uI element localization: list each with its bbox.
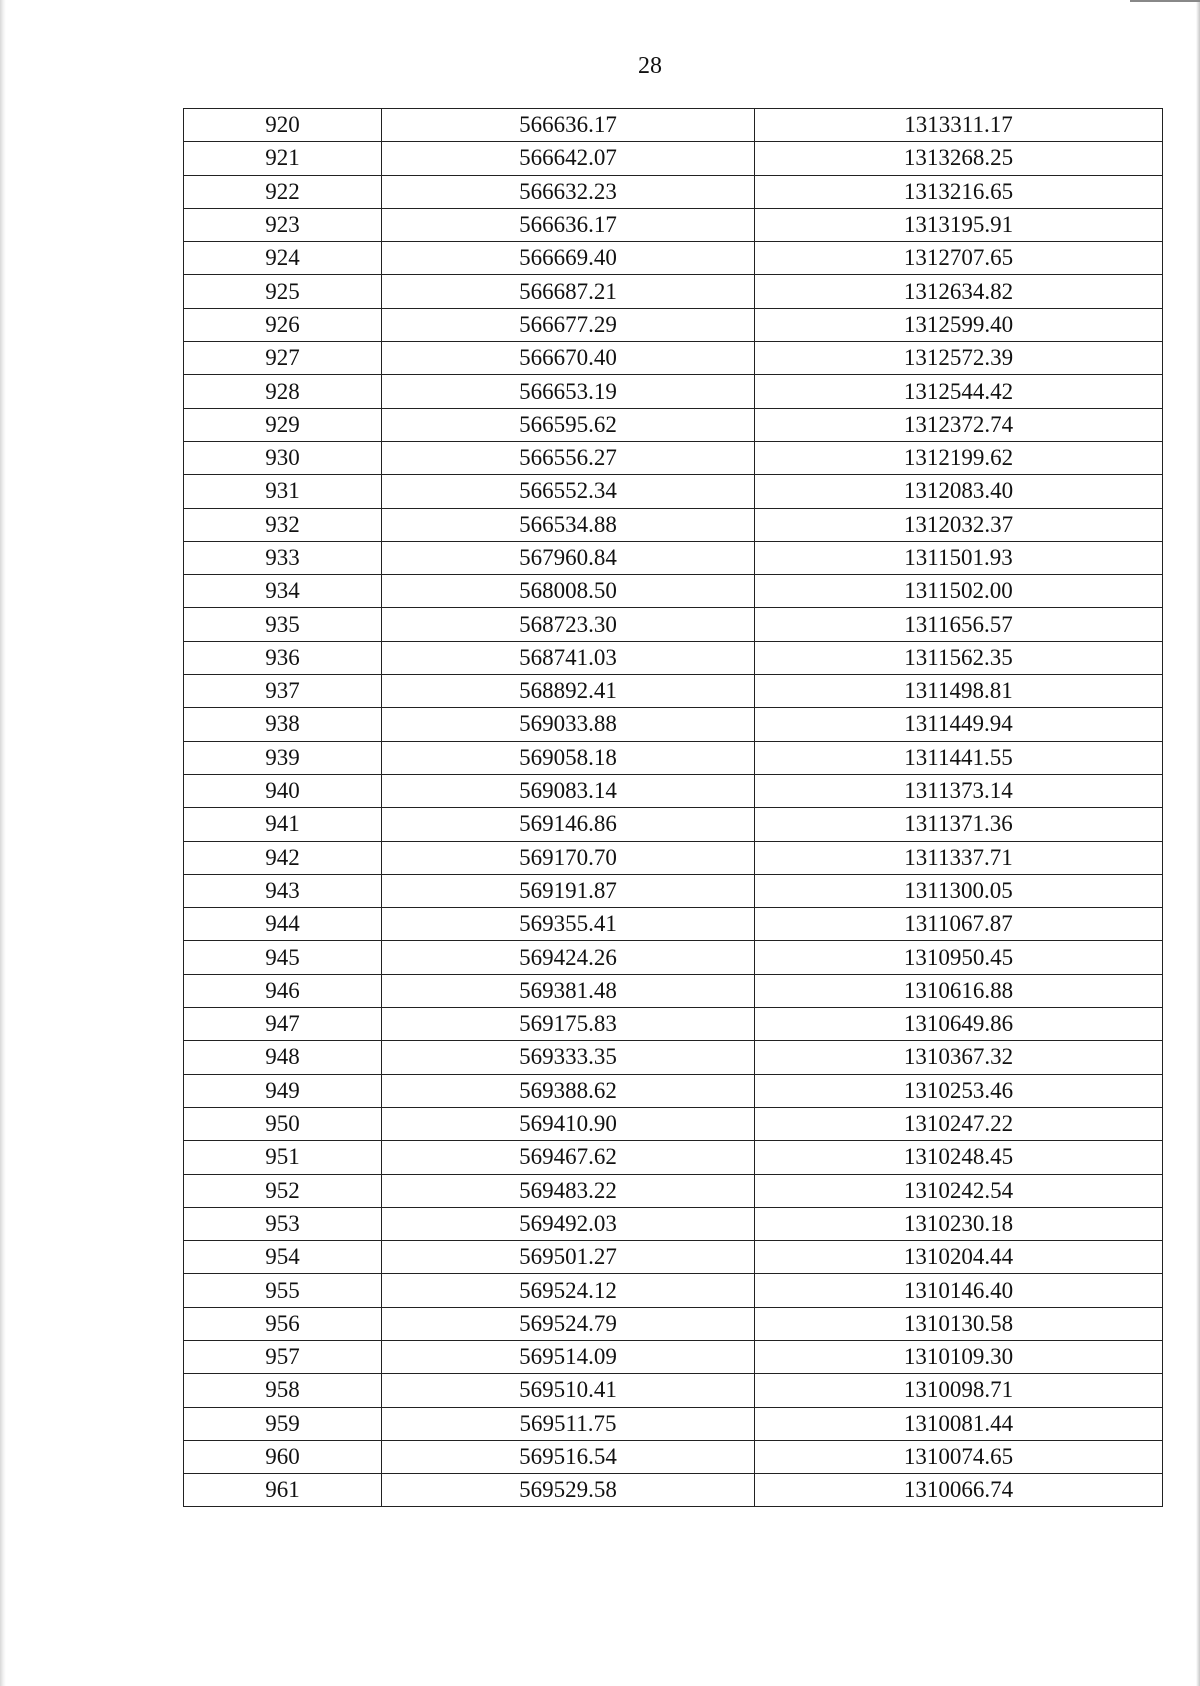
table-row — [184, 541, 1163, 574]
table-row — [184, 1407, 1163, 1440]
x-coordinate-cell: 568723.30 — [382, 608, 755, 641]
y-coordinate-cell: 1311501.93 — [755, 541, 1163, 574]
table-row — [184, 408, 1163, 441]
point-number-cell: 933 — [184, 541, 382, 574]
point-number-cell: 939 — [184, 741, 382, 774]
y-coordinate-cell: 1310649.86 — [755, 1008, 1163, 1041]
x-coordinate-cell: 566636.17 — [382, 208, 755, 241]
table-row — [184, 941, 1163, 974]
x-coordinate-cell: 566632.23 — [382, 175, 755, 208]
x-coordinate-cell: 566669.40 — [382, 242, 755, 275]
table-row — [184, 808, 1163, 841]
table-row — [184, 608, 1163, 641]
x-coordinate-cell: 568008.50 — [382, 575, 755, 608]
x-coordinate-cell: 566642.07 — [382, 142, 755, 175]
x-coordinate-cell: 569424.26 — [382, 941, 755, 974]
point-number-cell: 948 — [184, 1041, 382, 1074]
y-coordinate-cell: 1313268.25 — [755, 142, 1163, 175]
point-number-cell: 946 — [184, 974, 382, 1007]
table-row — [184, 242, 1163, 275]
table-row — [184, 1107, 1163, 1140]
point-number-cell: 929 — [184, 408, 382, 441]
y-coordinate-cell: 1310616.88 — [755, 974, 1163, 1007]
y-coordinate-cell: 1310109.30 — [755, 1340, 1163, 1373]
point-number-cell: 935 — [184, 608, 382, 641]
y-coordinate-cell: 1310367.32 — [755, 1041, 1163, 1074]
x-coordinate-cell: 566653.19 — [382, 375, 755, 408]
point-number-cell: 920 — [184, 109, 382, 142]
table-row — [184, 1008, 1163, 1041]
coordinates-table-body — [184, 109, 1163, 1507]
table-row — [184, 1074, 1163, 1107]
x-coordinate-cell: 566687.21 — [382, 275, 755, 308]
x-coordinate-cell: 568741.03 — [382, 641, 755, 674]
y-coordinate-cell: 1311373.14 — [755, 774, 1163, 807]
y-coordinate-cell: 1310130.58 — [755, 1307, 1163, 1340]
point-number-cell: 937 — [184, 675, 382, 708]
point-number-cell: 957 — [184, 1340, 382, 1373]
table-row — [184, 774, 1163, 807]
x-coordinate-cell: 569191.87 — [382, 874, 755, 907]
x-coordinate-cell: 569355.41 — [382, 908, 755, 941]
scan-right-edge — [1196, 0, 1200, 1686]
x-coordinate-cell: 569492.03 — [382, 1207, 755, 1240]
page-number: 28 — [638, 53, 662, 79]
y-coordinate-cell: 1312572.39 — [755, 342, 1163, 375]
x-coordinate-cell: 569524.79 — [382, 1307, 755, 1340]
x-coordinate-cell: 569170.70 — [382, 841, 755, 874]
y-coordinate-cell: 1310066.74 — [755, 1474, 1163, 1507]
point-number-cell: 954 — [184, 1241, 382, 1274]
y-coordinate-cell: 1312707.65 — [755, 242, 1163, 275]
table-row — [184, 375, 1163, 408]
table-row — [184, 1207, 1163, 1240]
x-coordinate-cell: 569388.62 — [382, 1074, 755, 1107]
x-coordinate-cell: 569175.83 — [382, 1008, 755, 1041]
table-row — [184, 675, 1163, 708]
table-row — [184, 708, 1163, 741]
table-row — [184, 308, 1163, 341]
y-coordinate-cell: 1311502.00 — [755, 575, 1163, 608]
point-number-cell: 923 — [184, 208, 382, 241]
table-row — [184, 974, 1163, 1007]
point-number-cell: 940 — [184, 774, 382, 807]
table-row — [184, 1041, 1163, 1074]
point-number-cell: 922 — [184, 175, 382, 208]
x-coordinate-cell: 569467.62 — [382, 1141, 755, 1174]
y-coordinate-cell: 1310242.54 — [755, 1174, 1163, 1207]
point-number-cell: 961 — [184, 1474, 382, 1507]
x-coordinate-cell: 569516.54 — [382, 1440, 755, 1473]
point-number-cell: 934 — [184, 575, 382, 608]
y-coordinate-cell: 1310146.40 — [755, 1274, 1163, 1307]
table-row — [184, 1141, 1163, 1174]
point-number-cell: 952 — [184, 1174, 382, 1207]
point-number-cell: 951 — [184, 1141, 382, 1174]
x-coordinate-cell: 569514.09 — [382, 1340, 755, 1373]
y-coordinate-cell: 1312199.62 — [755, 441, 1163, 474]
y-coordinate-cell: 1310098.71 — [755, 1374, 1163, 1407]
x-coordinate-cell: 566534.88 — [382, 508, 755, 541]
x-coordinate-cell: 566670.40 — [382, 342, 755, 375]
table-row — [184, 1241, 1163, 1274]
y-coordinate-cell: 1310253.46 — [755, 1074, 1163, 1107]
point-number-cell: 959 — [184, 1407, 382, 1440]
x-coordinate-cell: 569033.88 — [382, 708, 755, 741]
y-coordinate-cell: 1311441.55 — [755, 741, 1163, 774]
table-row — [184, 841, 1163, 874]
point-number-cell: 945 — [184, 941, 382, 974]
point-number-cell: 928 — [184, 375, 382, 408]
coordinates-table — [183, 108, 1163, 1507]
table-row — [184, 175, 1163, 208]
table-row — [184, 1340, 1163, 1373]
point-number-cell: 942 — [184, 841, 382, 874]
table-row — [184, 142, 1163, 175]
y-coordinate-cell: 1311562.35 — [755, 641, 1163, 674]
y-coordinate-cell: 1311067.87 — [755, 908, 1163, 941]
point-number-cell: 944 — [184, 908, 382, 941]
point-number-cell: 947 — [184, 1008, 382, 1041]
table-row — [184, 1374, 1163, 1407]
point-number-cell: 921 — [184, 142, 382, 175]
y-coordinate-cell: 1312032.37 — [755, 508, 1163, 541]
scan-top-rule — [1130, 0, 1200, 2]
point-number-cell: 943 — [184, 874, 382, 907]
table-row — [184, 441, 1163, 474]
y-coordinate-cell: 1313311.17 — [755, 109, 1163, 142]
table-row — [184, 1440, 1163, 1473]
x-coordinate-cell: 567960.84 — [382, 541, 755, 574]
x-coordinate-cell: 566677.29 — [382, 308, 755, 341]
point-number-cell: 925 — [184, 275, 382, 308]
point-number-cell: 924 — [184, 242, 382, 275]
scan-left-edge — [0, 0, 6, 1686]
table-row — [184, 208, 1163, 241]
y-coordinate-cell: 1310247.22 — [755, 1107, 1163, 1140]
y-coordinate-cell: 1310081.44 — [755, 1407, 1163, 1440]
point-number-cell: 932 — [184, 508, 382, 541]
y-coordinate-cell: 1313195.91 — [755, 208, 1163, 241]
table-row — [184, 575, 1163, 608]
y-coordinate-cell: 1311371.36 — [755, 808, 1163, 841]
y-coordinate-cell: 1312372.74 — [755, 408, 1163, 441]
y-coordinate-cell: 1311300.05 — [755, 874, 1163, 907]
x-coordinate-cell: 569529.58 — [382, 1474, 755, 1507]
table-row — [184, 1307, 1163, 1340]
x-coordinate-cell: 566552.34 — [382, 475, 755, 508]
y-coordinate-cell: 1312599.40 — [755, 308, 1163, 341]
point-number-cell: 931 — [184, 475, 382, 508]
y-coordinate-cell: 1311656.57 — [755, 608, 1163, 641]
point-number-cell: 936 — [184, 641, 382, 674]
point-number-cell: 955 — [184, 1274, 382, 1307]
x-coordinate-cell: 569510.41 — [382, 1374, 755, 1407]
x-coordinate-cell: 569511.75 — [382, 1407, 755, 1440]
x-coordinate-cell: 569083.14 — [382, 774, 755, 807]
point-number-cell: 956 — [184, 1307, 382, 1340]
y-coordinate-cell: 1312544.42 — [755, 375, 1163, 408]
table-row — [184, 908, 1163, 941]
point-number-cell: 941 — [184, 808, 382, 841]
x-coordinate-cell: 569501.27 — [382, 1241, 755, 1274]
point-number-cell: 953 — [184, 1207, 382, 1240]
point-number-cell: 949 — [184, 1074, 382, 1107]
table-row — [184, 1174, 1163, 1207]
point-number-cell: 938 — [184, 708, 382, 741]
y-coordinate-cell: 1312634.82 — [755, 275, 1163, 308]
x-coordinate-cell: 568892.41 — [382, 675, 755, 708]
point-number-cell: 960 — [184, 1440, 382, 1473]
x-coordinate-cell: 569146.86 — [382, 808, 755, 841]
table-row — [184, 508, 1163, 541]
y-coordinate-cell: 1311449.94 — [755, 708, 1163, 741]
table-row — [184, 275, 1163, 308]
y-coordinate-cell: 1310074.65 — [755, 1440, 1163, 1473]
x-coordinate-cell: 569333.35 — [382, 1041, 755, 1074]
table-row — [184, 475, 1163, 508]
y-coordinate-cell: 1310230.18 — [755, 1207, 1163, 1240]
y-coordinate-cell: 1310248.45 — [755, 1141, 1163, 1174]
point-number-cell: 926 — [184, 308, 382, 341]
table-row — [184, 1474, 1163, 1507]
x-coordinate-cell: 566595.62 — [382, 408, 755, 441]
x-coordinate-cell: 566636.17 — [382, 109, 755, 142]
y-coordinate-cell: 1313216.65 — [755, 175, 1163, 208]
point-number-cell: 930 — [184, 441, 382, 474]
table-row — [184, 342, 1163, 375]
table-row — [184, 109, 1163, 142]
x-coordinate-cell: 569058.18 — [382, 741, 755, 774]
y-coordinate-cell: 1310204.44 — [755, 1241, 1163, 1274]
table-row — [184, 641, 1163, 674]
x-coordinate-cell: 566556.27 — [382, 441, 755, 474]
x-coordinate-cell: 569483.22 — [382, 1174, 755, 1207]
point-number-cell: 958 — [184, 1374, 382, 1407]
table-row — [184, 741, 1163, 774]
x-coordinate-cell: 569524.12 — [382, 1274, 755, 1307]
y-coordinate-cell: 1312083.40 — [755, 475, 1163, 508]
x-coordinate-cell: 569410.90 — [382, 1107, 755, 1140]
point-number-cell: 950 — [184, 1107, 382, 1140]
y-coordinate-cell: 1310950.45 — [755, 941, 1163, 974]
table-row — [184, 1274, 1163, 1307]
y-coordinate-cell: 1311337.71 — [755, 841, 1163, 874]
x-coordinate-cell: 569381.48 — [382, 974, 755, 1007]
point-number-cell: 927 — [184, 342, 382, 375]
table-row — [184, 874, 1163, 907]
y-coordinate-cell: 1311498.81 — [755, 675, 1163, 708]
